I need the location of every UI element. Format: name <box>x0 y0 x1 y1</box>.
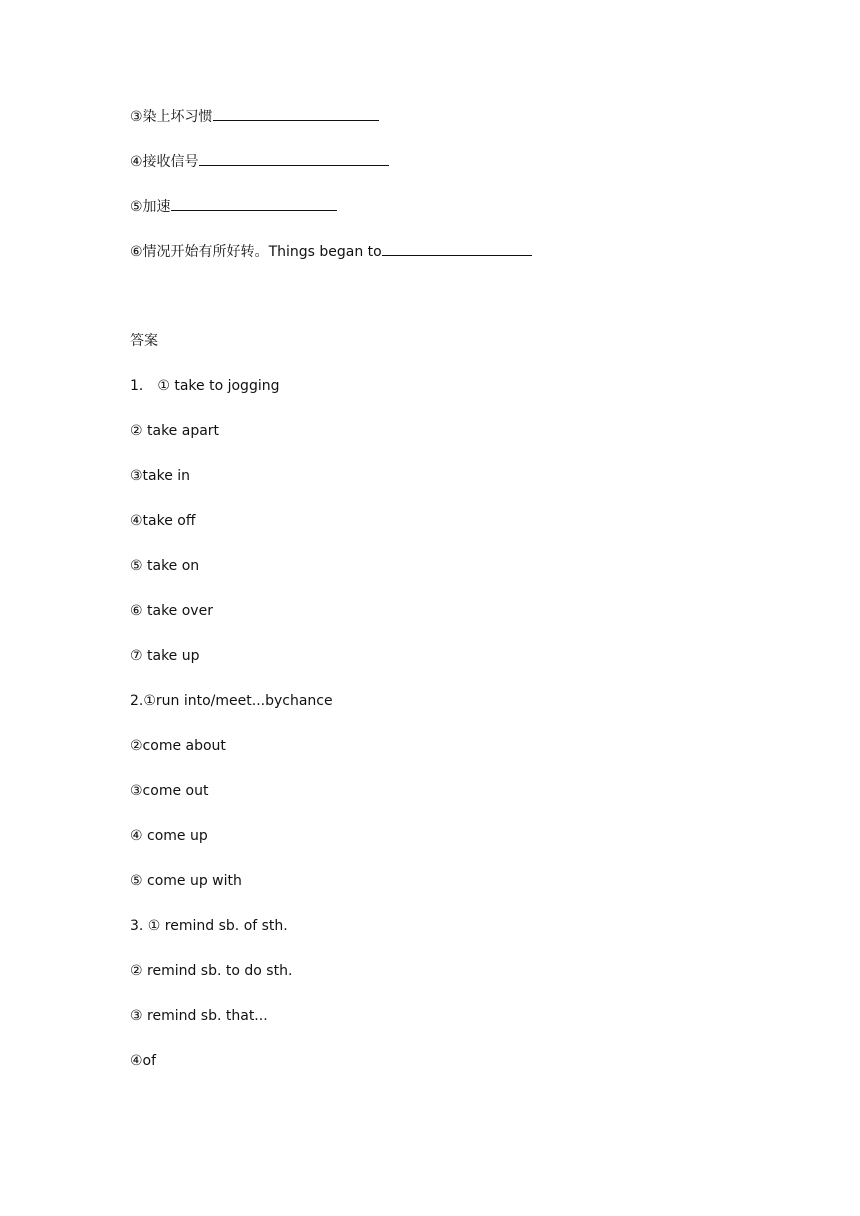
exercise-prompt: ⑥情况开始有所好转。 <box>130 244 269 260</box>
answer-item: 2.①run into/meet...bychance <box>130 693 333 709</box>
exercise-line-5 <box>130 196 337 217</box>
answer-item: ② remind sb. to do sth. <box>130 963 293 979</box>
answers-heading: 答案 <box>130 333 158 349</box>
answer-blank <box>382 241 532 256</box>
answer-item: ⑤ come up with <box>130 873 242 889</box>
answer-item: 1． ① take to jogging <box>130 378 280 394</box>
answer-item: ④take off <box>130 513 196 529</box>
answer-blank <box>213 106 379 121</box>
answer-item: ⑤ take on <box>130 558 200 574</box>
answer-item: ②come about <box>130 738 226 754</box>
answer-item: ④ come up <box>130 828 208 844</box>
exercise-prompt: ③染上坏习惯 <box>130 109 213 125</box>
exercise-line-6 <box>130 241 532 262</box>
answer-item: ④of <box>130 1053 157 1069</box>
exercise-prompt: ④接收信号 <box>130 154 199 170</box>
exercise-line-4 <box>130 151 389 172</box>
answer-item: ③take in <box>130 468 191 484</box>
answer-item: ⑦ take up <box>130 648 200 664</box>
answer-item: ⑥ take over <box>130 603 213 619</box>
exercise-english-text: Things began to <box>268 244 382 260</box>
answer-blank <box>171 196 337 211</box>
exercise-line-3 <box>130 106 379 127</box>
answer-item: ② take apart <box>130 423 220 439</box>
answer-item: ③ remind sb. that... <box>130 1008 268 1024</box>
answer-item: ③come out <box>130 783 209 799</box>
answer-item: 3. ① remind sb. of sth. <box>130 918 288 934</box>
answer-blank <box>199 151 389 166</box>
exercise-prompt: ⑤加速 <box>130 199 171 215</box>
